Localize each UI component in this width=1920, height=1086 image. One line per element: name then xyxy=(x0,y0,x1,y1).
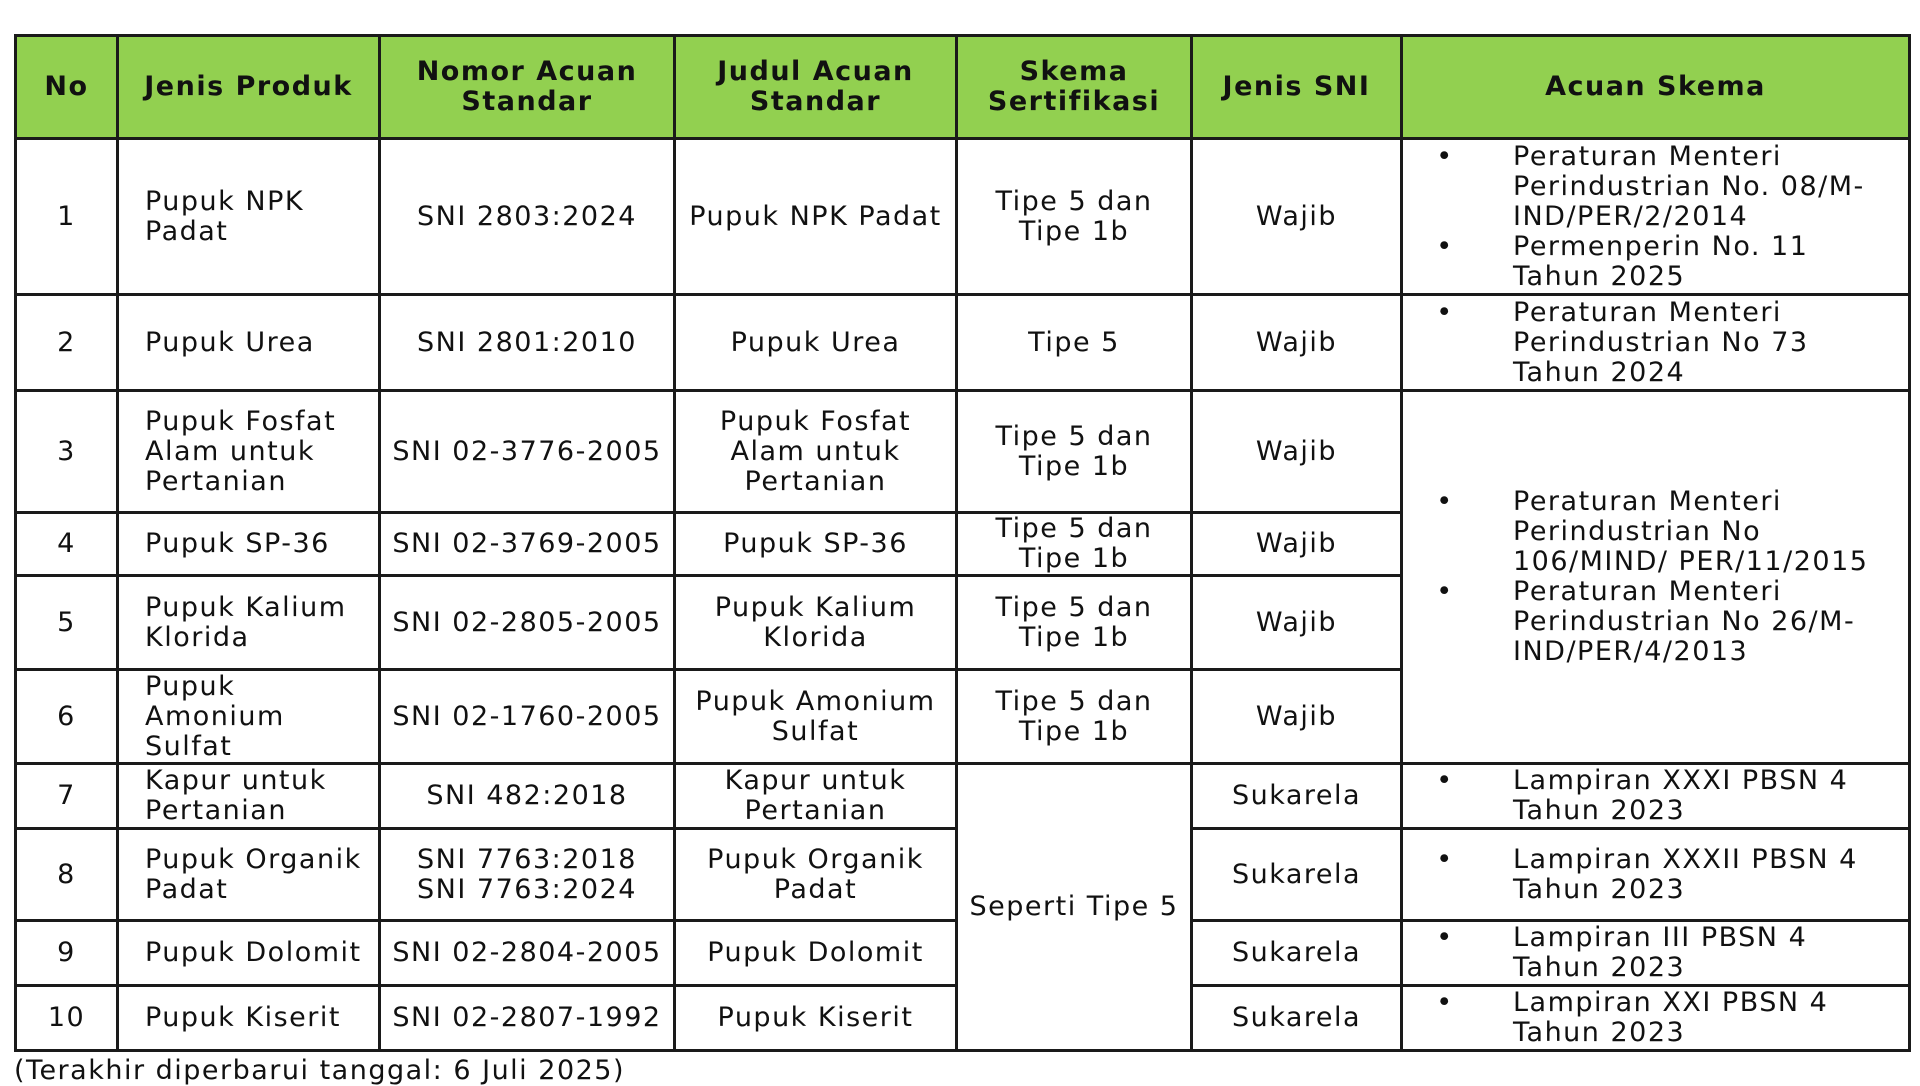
cell-jenis-sni: Wajib xyxy=(1192,513,1402,576)
cell-skema: Tipe 5 xyxy=(957,295,1192,391)
cell-jenis-sni: Wajib xyxy=(1192,139,1402,295)
acuan-text: Lampiran XXI PBSN 4 Tahun 2023 xyxy=(1513,987,1829,1048)
header-skema: Skema Sertifikasi xyxy=(957,36,1192,139)
cell-nomor: SNI 2803:2024 xyxy=(380,139,675,295)
cell-jenis-sni: Wajib xyxy=(1192,295,1402,391)
cell-produk: Pupuk Fosfat Alam untuk Pertanian xyxy=(118,391,380,513)
sni-table-container xyxy=(14,34,1908,1052)
cell-judul: Pupuk Fosfat Alam untuk Pertanian xyxy=(675,391,957,513)
list-item xyxy=(1423,923,1904,983)
cell-nomor: SNI 02-2807-1992 xyxy=(380,986,675,1051)
cell-judul: Pupuk Urea xyxy=(675,295,957,391)
list-item xyxy=(1423,487,1904,577)
cell-judul: Pupuk Organik Padat xyxy=(675,829,957,921)
cell-nomor: SNI 02-3769-2005 xyxy=(380,513,675,576)
cell-judul: Pupuk SP-36 xyxy=(675,513,957,576)
cell-skema: Tipe 5 dan Tipe 1b xyxy=(957,139,1192,295)
acuan-text: Peraturan Menteri Perindustrian No 26/M-IND/PER/4/2013 xyxy=(1513,576,1856,667)
list-item xyxy=(1423,298,1904,388)
cell-judul: Pupuk NPK Padat xyxy=(675,139,957,295)
acuan-list xyxy=(1423,845,1904,905)
cell-acuan xyxy=(1402,986,1910,1051)
cell-no: 1 xyxy=(16,139,118,295)
header-nomor-acuan: Nomor Acuan Standar xyxy=(380,36,675,139)
acuan-text: Lampiran XXXI PBSN 4 Tahun 2023 xyxy=(1513,765,1849,826)
bullet-icon: • xyxy=(1436,922,1454,953)
cell-produk: Pupuk NPK Padat xyxy=(118,139,380,295)
acuan-text: Peraturan Menteri Perindustrian No 73 Tahun 2024 xyxy=(1513,296,1809,388)
table-row xyxy=(16,764,1910,829)
table-row xyxy=(16,139,1910,295)
header-judul-acuan: Judul Acuan Standar xyxy=(675,36,957,139)
acuan-list xyxy=(1423,298,1904,388)
cell-jenis-sni: Wajib xyxy=(1192,391,1402,513)
list-item xyxy=(1423,988,1904,1048)
bullet-icon: • xyxy=(1436,296,1454,328)
cell-nomor: SNI 02-1760-2005 xyxy=(380,670,675,764)
cell-skema: Tipe 5 dan Tipe 1b xyxy=(957,670,1192,764)
cell-acuan xyxy=(1402,295,1910,391)
cell-produk: Pupuk Dolomit xyxy=(118,921,380,986)
cell-no: 6 xyxy=(16,670,118,764)
list-item xyxy=(1423,232,1904,292)
cell-skema: Tipe 5 dan Tipe 1b xyxy=(957,391,1192,513)
bullet-icon: • xyxy=(1436,486,1454,517)
cell-judul: Pupuk Kiserit xyxy=(675,986,957,1051)
cell-skema: Tipe 5 dan Tipe 1b xyxy=(957,513,1192,576)
list-item xyxy=(1423,766,1904,826)
cell-acuan xyxy=(1402,139,1910,295)
bullet-icon: • xyxy=(1436,843,1454,875)
table-row xyxy=(16,295,1910,391)
cell-no: 7 xyxy=(16,764,118,829)
cell-produk: Pupuk Kiserit xyxy=(118,986,380,1051)
bullet-icon: • xyxy=(1436,576,1454,607)
acuan-text: Lampiran III PBSN 4 Tahun 2023 xyxy=(1513,922,1808,983)
cell-judul: Kapur untuk Pertanian xyxy=(675,764,957,829)
cell-no: 5 xyxy=(16,576,118,670)
cell-nomor: SNI 02-3776-2005 xyxy=(380,391,675,513)
cell-acuan xyxy=(1402,921,1910,986)
cell-jenis-sni: Wajib xyxy=(1192,670,1402,764)
cell-jenis-sni: Wajib xyxy=(1192,576,1402,670)
cell-skema-merged: Seperti Tipe 5 xyxy=(957,764,1192,1051)
acuan-list xyxy=(1423,766,1904,826)
cell-nomor xyxy=(380,829,675,921)
acuan-text: Permenperin No. 11 Tahun 2025 xyxy=(1513,230,1809,292)
cell-judul: Pupuk Dolomit xyxy=(675,921,957,986)
cell-no: 2 xyxy=(16,295,118,391)
nomor-line: SNI 7763:2024 xyxy=(417,873,637,905)
cell-nomor: SNI 02-2804-2005 xyxy=(380,921,675,986)
nomor-line: SNI 7763:2018 xyxy=(417,843,637,875)
list-item xyxy=(1423,577,1904,667)
acuan-list xyxy=(1423,487,1904,667)
cell-acuan xyxy=(1402,764,1910,829)
cell-no: 8 xyxy=(16,829,118,921)
cell-judul: Pupuk Kalium Klorida xyxy=(675,576,957,670)
cell-jenis-sni: Sukarela xyxy=(1192,986,1402,1051)
acuan-text: Peraturan Menteri Perindustrian No. 08/M-IND/PER/2/2014 xyxy=(1513,140,1865,232)
header-acuan-skema: Acuan Skema xyxy=(1402,36,1910,139)
last-updated-note: (Terakhir diperbarui tanggal: 6 Juli 2025) xyxy=(14,1055,626,1086)
acuan-list xyxy=(1423,988,1904,1048)
cell-jenis-sni: Sukarela xyxy=(1192,829,1402,921)
cell-acuan xyxy=(1402,829,1910,921)
bullet-icon: • xyxy=(1436,765,1454,796)
cell-produk: Pupuk Amonium Sulfat xyxy=(118,670,380,764)
cell-judul: Pupuk Amonium Sulfat xyxy=(675,670,957,764)
cell-no: 9 xyxy=(16,921,118,986)
header-jenis-produk: Jenis Produk xyxy=(118,36,380,139)
cell-produk: Kapur untuk Pertanian xyxy=(118,764,380,829)
acuan-text: Lampiran XXXII PBSN 4 Tahun 2023 xyxy=(1513,843,1858,905)
list-item xyxy=(1423,845,1904,905)
acuan-list xyxy=(1423,923,1904,983)
cell-jenis-sni: Sukarela xyxy=(1192,921,1402,986)
cell-acuan-merged xyxy=(1402,391,1910,764)
cell-nomor: SNI 02-2805-2005 xyxy=(380,576,675,670)
cell-jenis-sni: Sukarela xyxy=(1192,764,1402,829)
cell-nomor: SNI 2801:2010 xyxy=(380,295,675,391)
cell-produk: Pupuk Kalium Klorida xyxy=(118,576,380,670)
bullet-icon: • xyxy=(1436,230,1454,262)
cell-produk: Pupuk SP-36 xyxy=(118,513,380,576)
cell-nomor: SNI 482:2018 xyxy=(380,764,675,829)
header-no: No xyxy=(16,36,118,139)
bullet-icon: • xyxy=(1436,987,1454,1018)
cell-no: 10 xyxy=(16,986,118,1051)
header-jenis-sni: Jenis SNI xyxy=(1192,36,1402,139)
cell-no: 3 xyxy=(16,391,118,513)
cell-skema: Tipe 5 dan Tipe 1b xyxy=(957,576,1192,670)
sni-table xyxy=(14,34,1911,1052)
acuan-text: Peraturan Menteri Perindustrian No 106/MIND/ PER/11/2015 xyxy=(1513,486,1869,577)
cell-no: 4 xyxy=(16,513,118,576)
table-row xyxy=(16,391,1910,513)
cell-produk: Pupuk Organik Padat xyxy=(118,829,380,921)
acuan-list xyxy=(1423,142,1904,292)
bullet-icon: • xyxy=(1436,140,1454,172)
header-row xyxy=(16,36,1910,139)
list-item xyxy=(1423,142,1904,232)
cell-produk: Pupuk Urea xyxy=(118,295,380,391)
